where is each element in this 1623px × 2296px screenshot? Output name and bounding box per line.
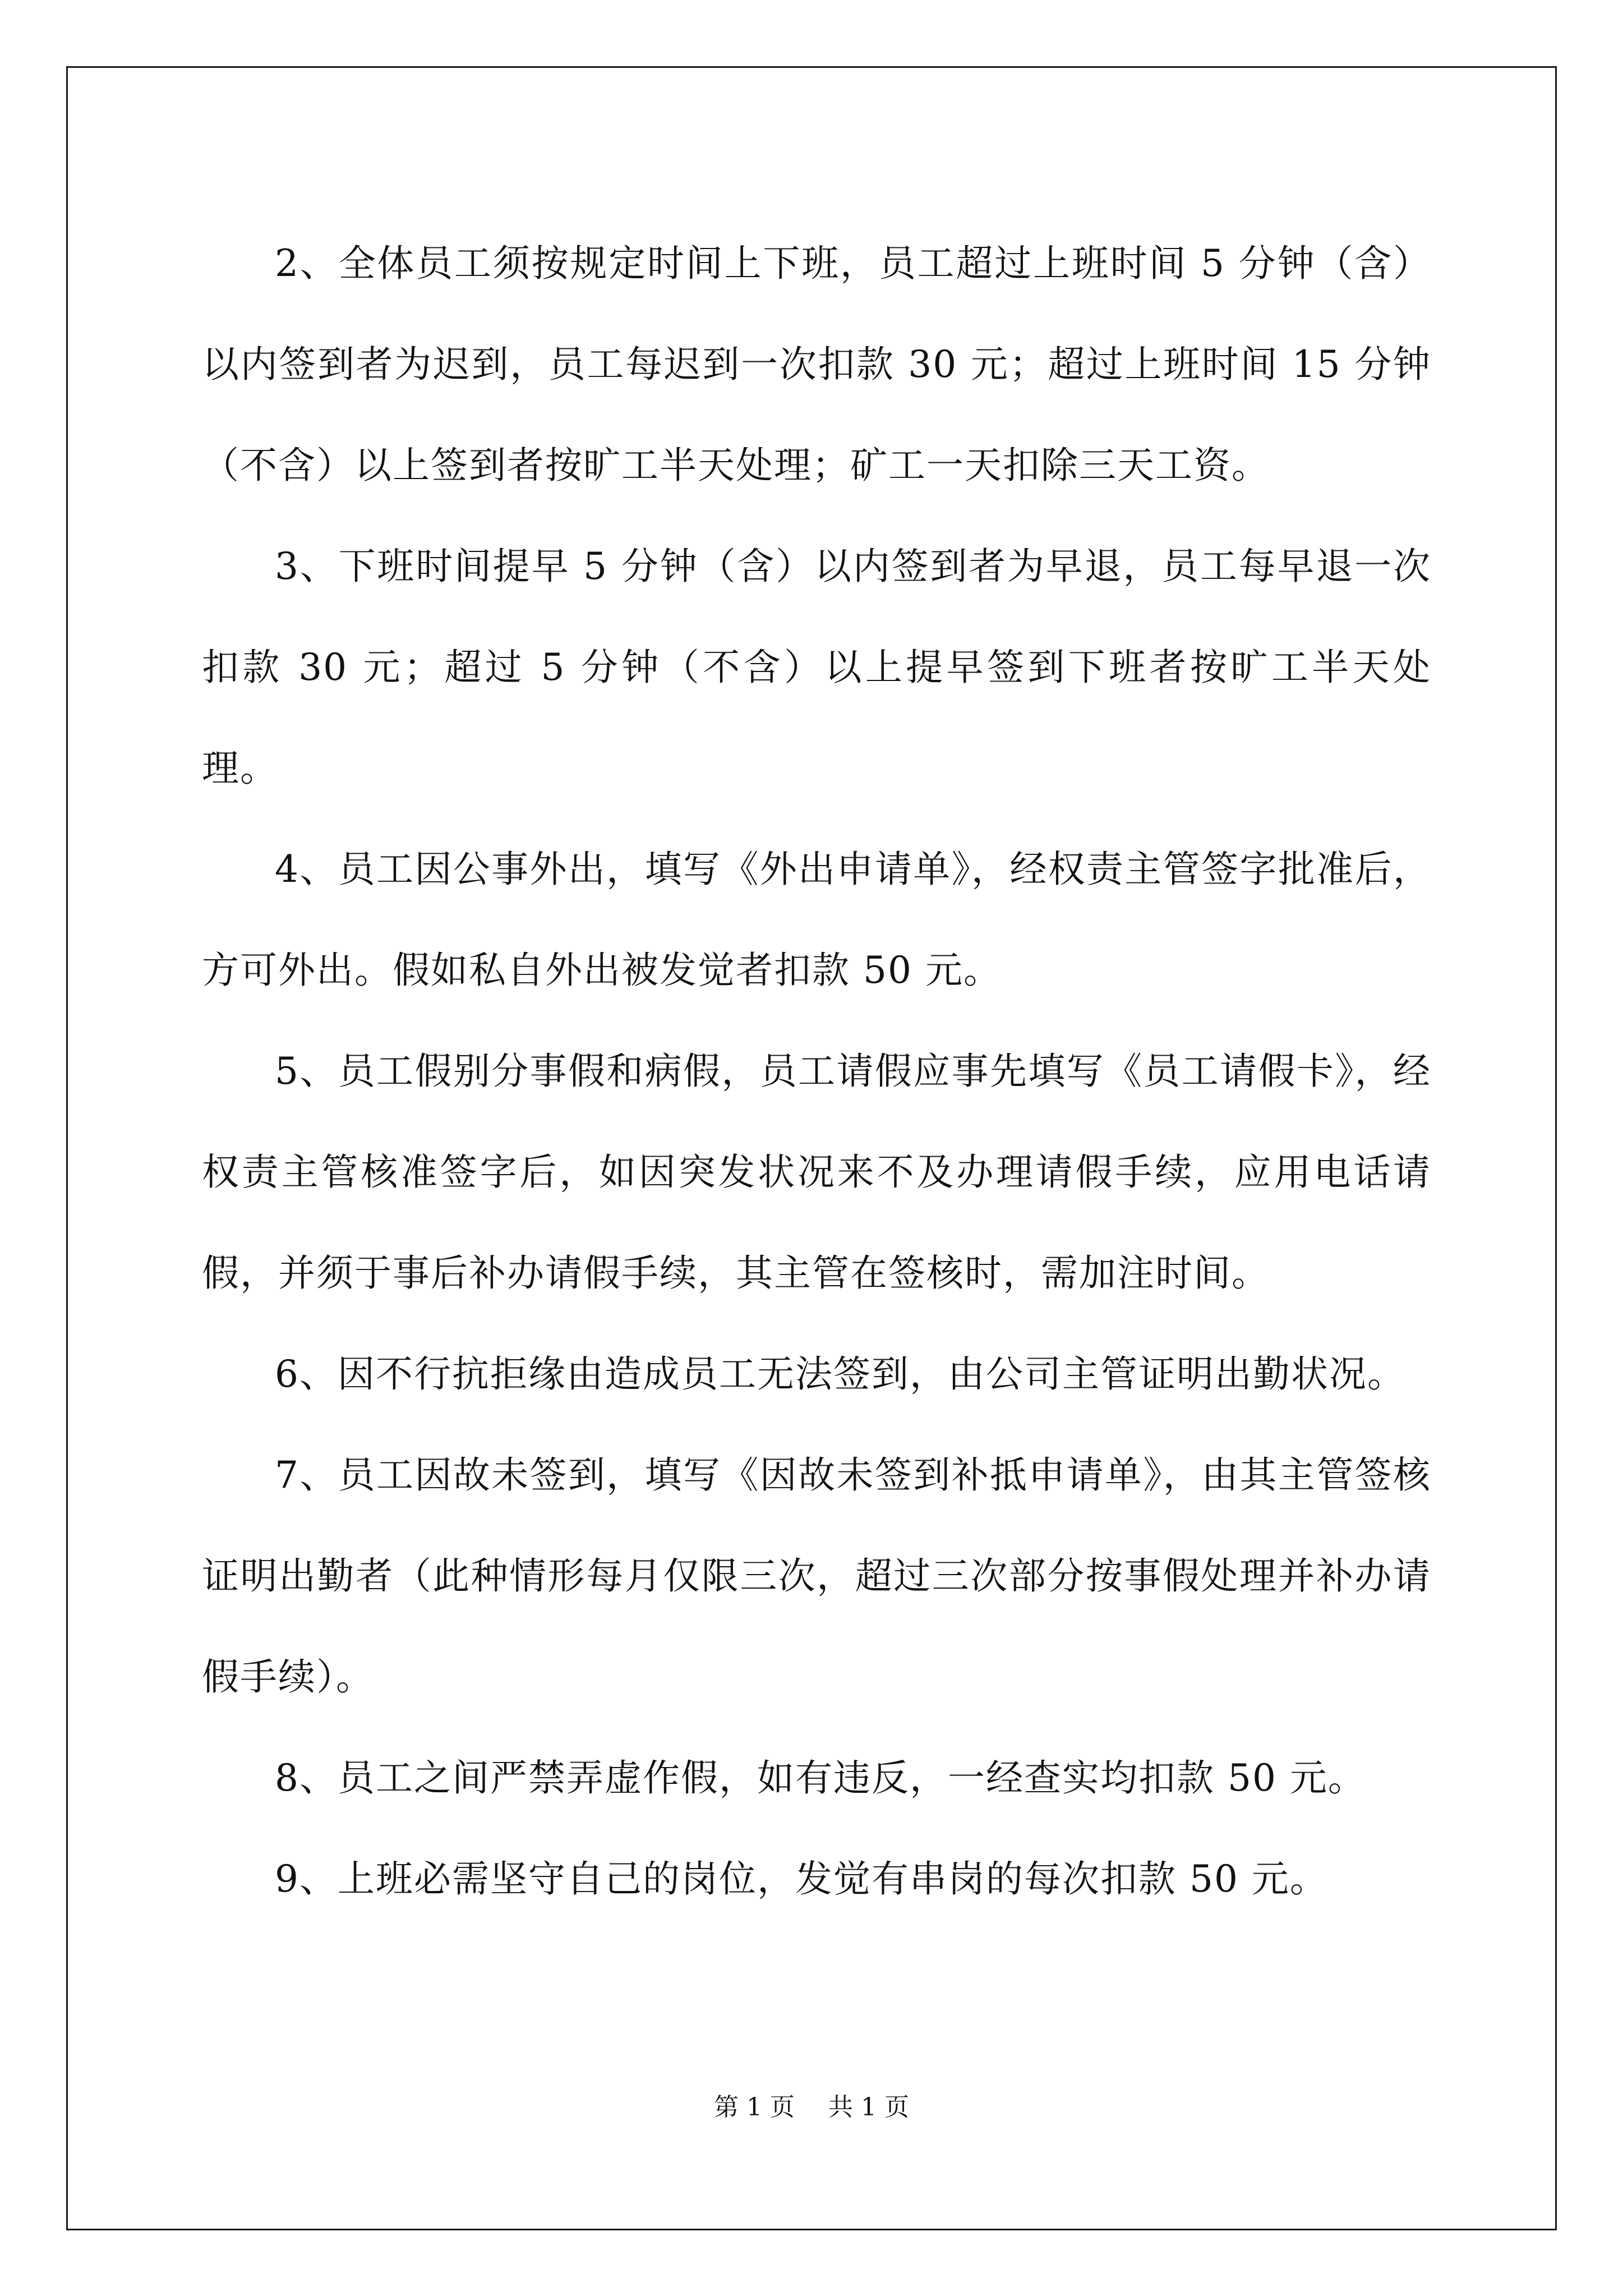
- page-footer: [0, 2087, 1623, 2123]
- paragraph-4: 4、员工因公事外出，填写《外出申请单》，经权责主管签字批准后，方可外出。假如私自外出被发觉者扣款 50 元。: [202, 848, 1431, 992]
- paragraph-6: 6、因不行抗拒缘由造成员工无法签到，由公司主管证明出勤状况。: [275, 1352, 1405, 1396]
- page-number: 第 1 页: [714, 2093, 795, 2122]
- paragraph-7: 7、员工因故未签到，填写《因故未签到补抵申请单》，由其主管签核证明出勤者（此种情形每月仅限三次，超过三次部分按事假处理并补办请假手续）。: [202, 1453, 1431, 1699]
- page-total: 共 1 页: [828, 2093, 909, 2122]
- document-body: [202, 213, 1431, 1930]
- paragraph-2: 2、全体员工须按规定时间上下班，员工超过上班时间 5 分钟（含）以内签到者为迟到，员工每迟到一次扣款 30 元；超过上班时间 15 分钟（不含）以上签到者按旷工半天处理；矿工一天扣除三天工资。: [202, 242, 1431, 487]
- paragraph-8: 8、员工之间严禁弄虚作假，如有违反，一经查实均扣款 50 元。: [275, 1756, 1366, 1800]
- paragraph-5: 5、员工假别分事假和病假，员工请假应事先填写《员工请假卡》，经权责主管核准签字后，如因突发状况来不及办理请假手续，应用电话请假，并须于事后补办请假手续，其主管在签核时，需加注时间。: [202, 1050, 1431, 1295]
- paragraph-9: 9、上班必需坚守自己的岗位，发觉有串岗的每次扣款 50 元。: [275, 1857, 1328, 1901]
- paragraph-3: 3、下班时间提早 5 分钟（含）以内签到者为早退，员工每早退一次扣款 30 元；超过 5 分钟（不含）以上提早签到下班者按旷工半天处理。: [202, 545, 1431, 790]
